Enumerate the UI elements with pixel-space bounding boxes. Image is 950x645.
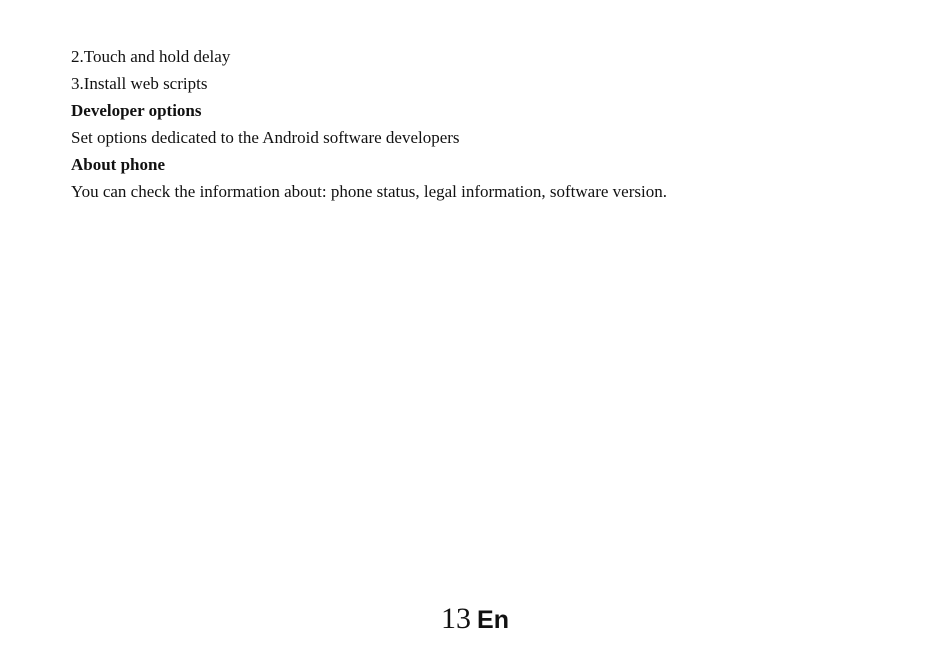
about-phone-description: You can check the information about: phone status, legal information, software version. [71, 182, 667, 201]
list-item-install-web-scripts: 3.Install web scripts [71, 74, 208, 93]
language-code: En [477, 606, 509, 634]
page-footer [0, 602, 950, 636]
page-number: 13 [441, 602, 472, 635]
developer-options-description: Set options dedicated to the Android software developers [71, 128, 460, 147]
list-item-touch-hold-delay: 2.Touch and hold delay [71, 47, 231, 66]
section-heading-about-phone: About phone [71, 155, 166, 174]
document-body [71, 43, 891, 205]
section-heading-developer-options: Developer options [71, 101, 202, 120]
